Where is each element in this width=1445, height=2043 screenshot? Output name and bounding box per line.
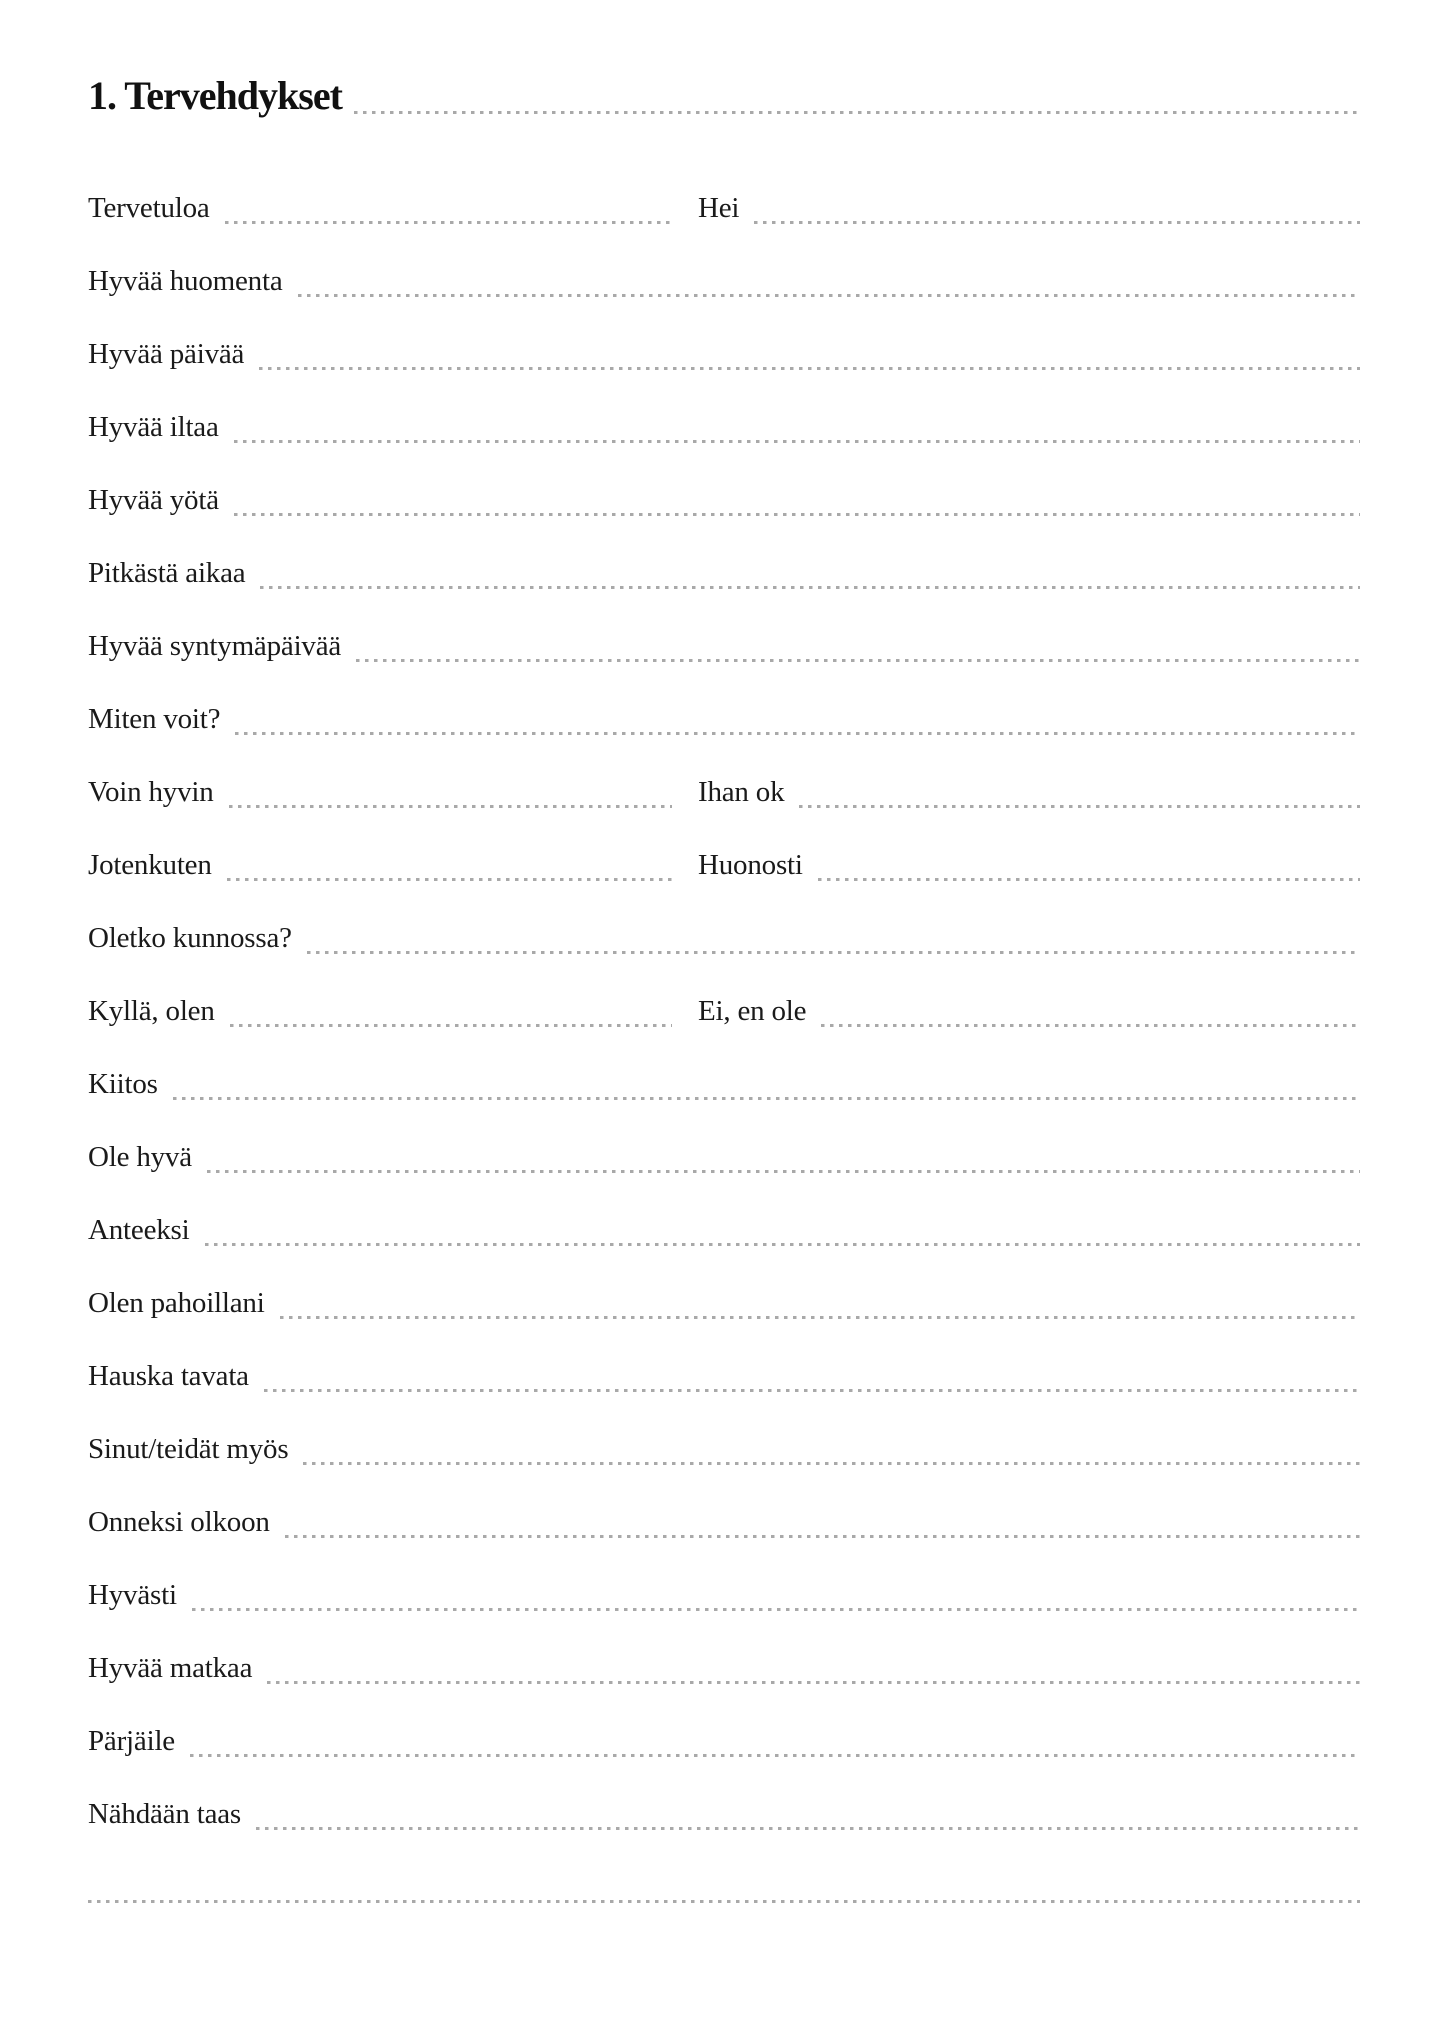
answer-dotted-line [227, 878, 672, 881]
phrase-label: Hyvästi [88, 1579, 177, 1611]
phrase-row [88, 663, 1360, 736]
answer-dotted-line [256, 1827, 1360, 1830]
phrase-label: Hyvää syntymäpäivää [88, 630, 342, 662]
phrase-label: Tervetuloa [88, 192, 210, 224]
phrase-row [88, 1320, 1360, 1393]
phrase-label: Hauska tavata [88, 1360, 249, 1392]
phrase-row [88, 736, 1360, 809]
phrase-row [88, 955, 1360, 1028]
answer-dotted-line [821, 1024, 1360, 1027]
phrase-cell [88, 1900, 1360, 1904]
phrase-cell [88, 411, 1360, 444]
phrase-row [88, 882, 1360, 955]
phrase-row [88, 444, 1360, 517]
title-row [88, 72, 1360, 120]
answer-dotted-line [264, 1389, 1360, 1392]
phrase-label: Nähdään taas [88, 1798, 241, 1830]
answer-dotted-line [234, 440, 1360, 443]
phrase-cell [88, 1798, 1360, 1831]
phrase-cell [88, 703, 1360, 736]
phrase-cell [88, 849, 672, 882]
answer-dotted-line [192, 1608, 1360, 1611]
phrase-row [88, 1539, 1360, 1612]
phrase-row [88, 298, 1360, 371]
answer-dotted-line [818, 878, 1360, 881]
phrase-row [88, 152, 1360, 225]
phrase-cell [88, 265, 1360, 298]
answer-dotted-line [260, 586, 1360, 589]
phrase-cell [88, 557, 1360, 590]
phrase-row [88, 590, 1360, 663]
phrase-label: Hyvää iltaa [88, 411, 219, 443]
phrase-cell [88, 192, 672, 225]
phrase-label: Ole hyvä [88, 1141, 192, 1173]
phrase-cell [88, 338, 1360, 371]
phrase-label: Hyvää huomenta [88, 265, 283, 297]
phrase-label: Hyvää päivää [88, 338, 245, 370]
answer-dotted-line [229, 805, 672, 808]
phrase-cell [88, 1141, 1360, 1174]
answer-dotted-line [88, 1900, 1360, 1903]
phrase-cell [88, 1725, 1360, 1758]
phrase-cell [698, 849, 1360, 882]
answer-dotted-line [280, 1316, 1360, 1319]
phrase-label: Kyllä, olen [88, 995, 215, 1027]
phrase-row [88, 1685, 1360, 1758]
phrase-cell [88, 922, 1360, 955]
phrase-row [88, 1758, 1360, 1831]
phrase-row [88, 809, 1360, 882]
answer-dotted-line [230, 1024, 672, 1027]
answer-dotted-line [235, 732, 1360, 735]
phrase-label: Oletko kunnossa? [88, 922, 292, 954]
phrase-label: Kiitos [88, 1068, 158, 1100]
phrase-cell [698, 776, 1360, 809]
phrase-row [88, 371, 1360, 444]
phrase-row [88, 1466, 1360, 1539]
answer-dotted-line [259, 367, 1360, 370]
answer-dotted-line [307, 951, 1360, 954]
answer-dotted-line [285, 1535, 1360, 1538]
answer-dotted-line [190, 1754, 1360, 1757]
answer-dotted-line [207, 1170, 1360, 1173]
phrase-label: Pärjäile [88, 1725, 175, 1757]
phrase-label: Anteeksi [88, 1214, 190, 1246]
phrase-cell [88, 1433, 1360, 1466]
phrase-row [88, 1612, 1360, 1685]
phrase-label: Hei [698, 192, 740, 224]
answer-dotted-line [225, 221, 672, 224]
phrase-cell [88, 995, 672, 1028]
phrase-cell [698, 995, 1360, 1028]
phrase-label: Hyvää yötä [88, 484, 219, 516]
answer-dotted-line [234, 513, 1360, 516]
answer-dotted-line [303, 1462, 1360, 1465]
phrase-label: Sinut/teidät myös [88, 1433, 289, 1465]
phrase-label: Miten voit? [88, 703, 221, 735]
phrase-cell [88, 484, 1360, 517]
phrase-cell [88, 1652, 1360, 1685]
answer-dotted-line [267, 1681, 1360, 1684]
phrase-cell [88, 630, 1360, 663]
answer-dotted-line [205, 1243, 1361, 1246]
phrase-label: Huonosti [698, 849, 803, 881]
phrase-cell [88, 776, 672, 809]
answer-dotted-line [298, 294, 1361, 297]
phrase-row [88, 1174, 1360, 1247]
phrase-cell [88, 1506, 1360, 1539]
answer-dotted-line [356, 659, 1360, 662]
phrase-cell [88, 1579, 1360, 1612]
phrase-cell [88, 1360, 1360, 1393]
answer-dotted-line [799, 805, 1360, 808]
phrase-label: Jotenkuten [88, 849, 212, 881]
phrase-row [88, 1101, 1360, 1174]
answer-dotted-line [173, 1097, 1360, 1100]
phrase-cell [88, 1214, 1360, 1247]
phrase-row [88, 517, 1360, 590]
title-rule-dotted-line [354, 111, 1360, 114]
phrase-label: Voin hyvin [88, 776, 214, 808]
phrase-cell [88, 1068, 1360, 1101]
phrase-label: Ihan ok [698, 776, 785, 808]
phrase-rows [88, 152, 1360, 1904]
phrase-row [88, 1831, 1360, 1904]
phrase-label: Olen pahoillani [88, 1287, 265, 1319]
phrase-label: Ei, en ole [698, 995, 807, 1027]
phrase-cell [698, 192, 1360, 225]
phrase-label: Onneksi olkoon [88, 1506, 270, 1538]
phrase-label: Hyvää matkaa [88, 1652, 253, 1684]
page-title: 1. Tervehdykset [88, 73, 342, 118]
phrase-row [88, 1028, 1360, 1101]
phrase-label: Pitkästä aikaa [88, 557, 246, 589]
phrase-row [88, 1247, 1360, 1320]
phrase-row [88, 225, 1360, 298]
answer-dotted-line [754, 221, 1360, 224]
phrase-cell [88, 1287, 1360, 1320]
phrase-row [88, 1393, 1360, 1466]
